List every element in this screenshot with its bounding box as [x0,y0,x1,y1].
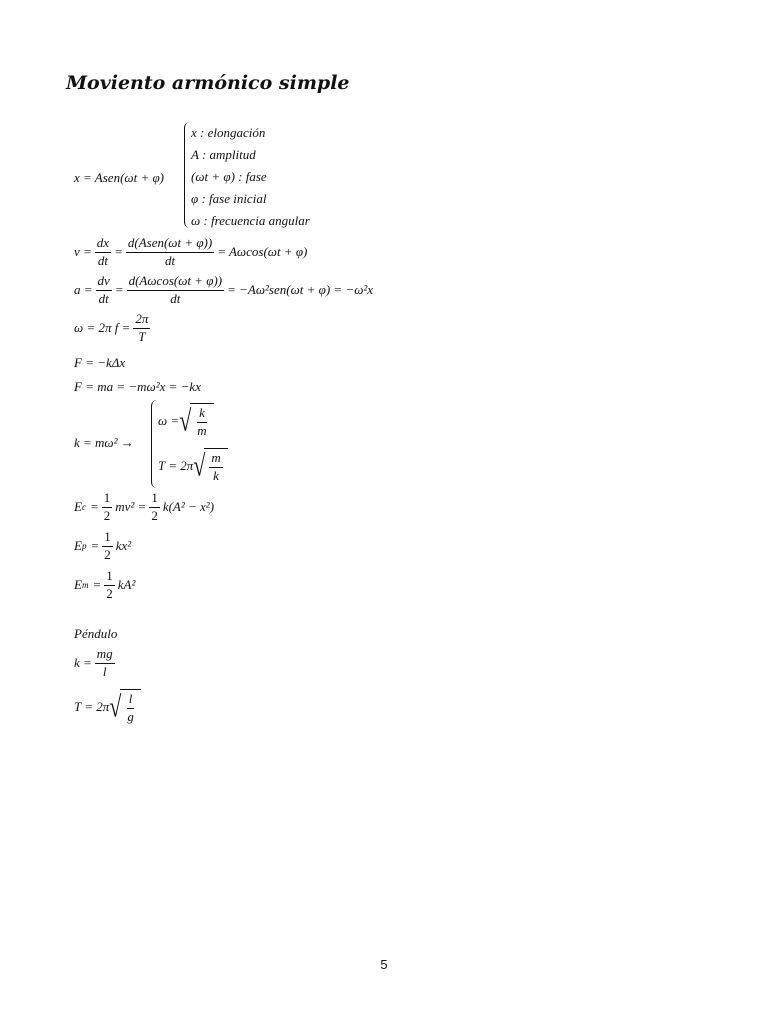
pendulum-k-equation: k = $\frac{mg}{l}$ [74,646,113,679]
acceleration-rhs: = −Aω²sen(ωt + φ) = −ω²x [227,282,374,298]
definition-item: (ωt + φ) : fase [191,169,267,184]
square-root: √ $\frac{l}{g}$ [109,689,141,725]
k-relation-brace [151,400,158,488]
pendulum-heading: Péndulo [74,626,118,641]
fraction: $\frac{1}{2}$ [106,568,113,601]
fraction: $\frac{dx}{dt}$ [96,235,110,268]
velocity-equation: v = $\frac{dx}{dt}$ = $\frac{\text{d(Asen(ωt + φ))}}{dt}$ = Aωcos(ωt + φ) [74,235,308,268]
definition-item: A : amplitud [191,147,256,162]
kinetic-energy-equation: E c = $\frac{1}{2}$ mv² = $\frac{1}{2}$ k(A² − x²) [74,490,215,523]
mechanical-energy-equation: E m = $\frac{1}{2}$ kA² [74,568,136,601]
omega-sqrt-equation: ω = √ $\frac{k}{m}$ [158,403,214,439]
velocity-rhs: = Aωcos(ωt + φ) [217,244,308,260]
omega-equation: ω = 2π f = $\frac{2\pi}{T}$ [74,311,149,344]
velocity-lhs: v = [74,244,92,260]
acceleration-equation: a = $\frac{dv}{dt}$ = $\frac{d(A\omega\cos(\omega t + \varphi))}{dt}$ = −Aω²sen(ωt + φ) = −ω²x [74,273,374,306]
square-root: √ $\frac{m}{k}$ [193,448,227,484]
force-equation: F = ma = −mω²x = −kx [74,379,201,394]
fraction: $\frac{d(A\omega\cos(\omega t + \varphi))}{dt}$ [128,273,223,306]
fraction: $\frac{2\pi}{T}$ [135,311,149,344]
force-vector-equation: F = −kΔx [74,355,126,370]
k-relation-lhs: k = mω² → [74,435,134,450]
definition-item: ω : frecuencia angular [191,213,310,228]
fraction: $\frac{mg}{l}$ [96,646,113,679]
acceleration-lhs: a = [74,282,93,298]
fraction: $\frac{1}{2}$ [103,490,111,523]
definition-item: φ : fase inicial [191,191,267,206]
potential-energy-equation: E p = $\frac{1}{2}$ kx² [74,529,132,562]
definition-brace [184,122,191,228]
page-number: 5 [380,957,388,972]
square-root: √ $\frac{k}{m}$ [179,403,213,439]
page-title: Moviento armónico simple [66,72,350,94]
position-equation: x = Asen(ωt + φ) [74,170,164,185]
definition-item: x : elongación [191,125,266,140]
pendulum-period-equation: T = 2π √ $\frac{l}{g}$ [74,689,141,725]
fraction: $\frac{1}{2}$ [151,490,158,523]
fraction: $\frac{dv}{dt}$ [97,273,110,306]
fraction: $\frac{\text{d(Asen(ωt + φ))}}{dt}$ [127,235,213,268]
period-equation: T = 2π √ $\frac{m}{k}$ [158,448,228,484]
fraction: $\frac{1}{2}$ [104,529,111,562]
